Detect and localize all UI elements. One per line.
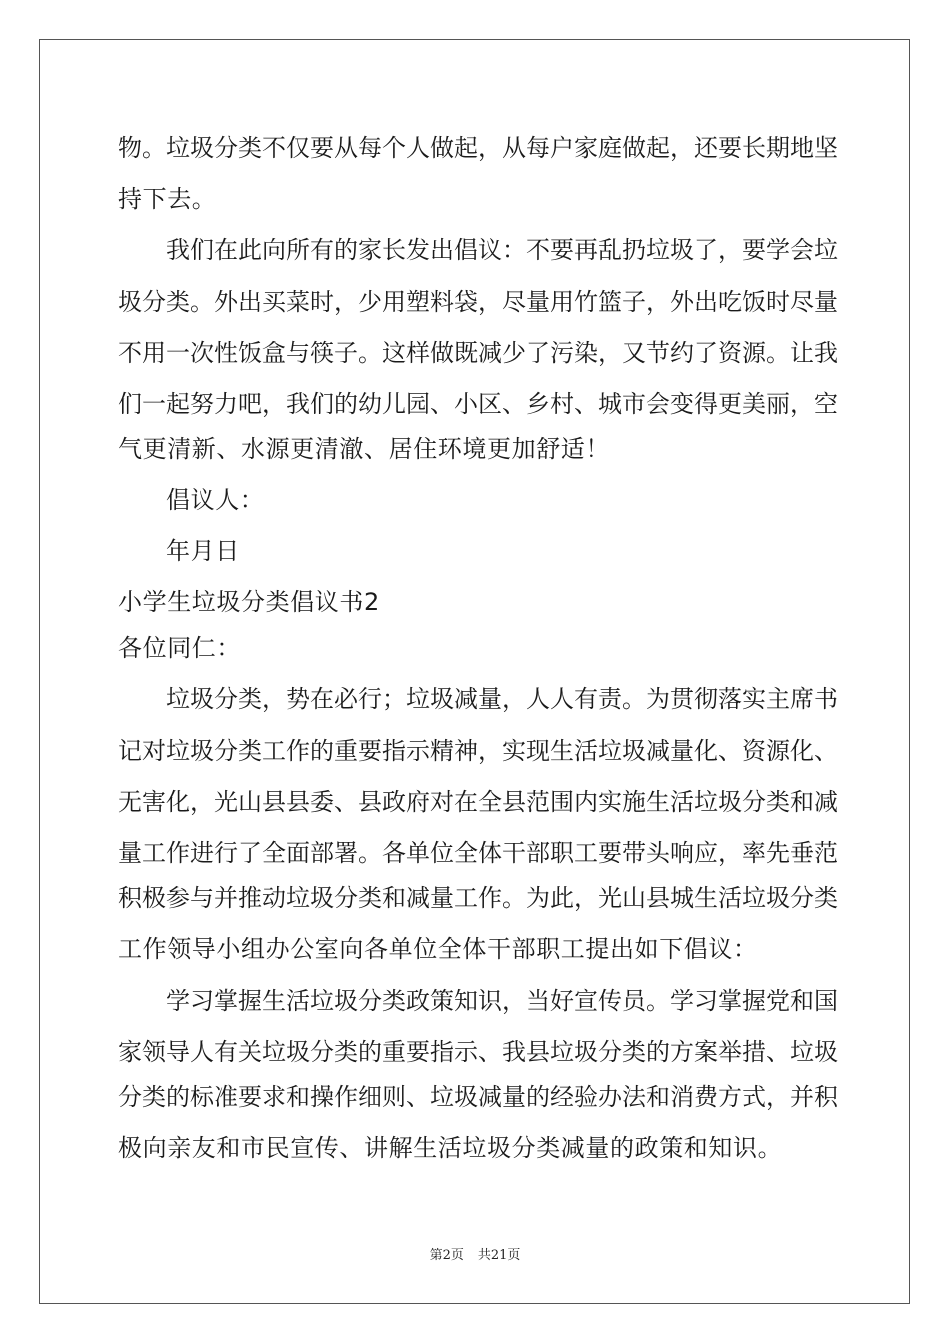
text-line: 分类的标准要求和操作细则、垃圾减量的经验办法和消费方式，并积: [118, 1083, 838, 1111]
text-line: 们一起努力吧，我们的幼儿园、小区、乡村、城市会变得更美丽，空: [118, 390, 838, 418]
text-line: 持下去。: [118, 185, 217, 213]
text-line: 学习掌握生活垃圾分类政策知识，当好宣传员。学习掌握党和国: [166, 987, 838, 1015]
text-line: 家领导人有关垃圾分类的重要指示、我县垃圾分类的方案举措、垃圾: [118, 1038, 838, 1066]
text-line: 积极参与并推动垃圾分类和减量工作。为此，光山县城生活垃圾分类: [118, 884, 838, 912]
section-title: 小学生垃圾分类倡议书2: [118, 588, 380, 616]
text-line: 物。垃圾分类不仅要从每个人做起，从每户家庭做起，还要长期地坚: [118, 134, 838, 162]
signature-label: 倡议人：: [166, 486, 265, 514]
page-number: 第2页: [429, 1248, 464, 1263]
text-line: 气更清新、水源更清澈、居住环境更加舒适！: [118, 435, 610, 463]
text-line: 极向亲友和市民宣传、讲解生活垃圾分类减量的政策和知识。: [118, 1134, 783, 1162]
text-line: 量工作进行了全面部署。各单位全体干部职工要带头响应，率先垂范: [118, 839, 838, 867]
text-line: 不用一次性饭盒与筷子。这样做既减少了污染，又节约了资源。让我: [118, 339, 838, 367]
page-border: [39, 39, 910, 1304]
text-line: 无害化，光山县县委、县政府对在全县范围内实施生活垃圾分类和减: [118, 788, 838, 816]
text-line: 我们在此向所有的家长发出倡议：不要再乱扔垃圾了，要学会垃: [166, 236, 838, 264]
page-total: 共21页: [477, 1248, 521, 1263]
text-line: 垃圾分类，势在必行；垃圾减量，人人有责。为贯彻落实主席书: [166, 685, 838, 713]
page-footer: [0, 1248, 950, 1264]
text-line: 记对垃圾分类工作的重要指示精神，实现生活垃圾减量化、资源化、: [118, 737, 838, 765]
date-line: 年月日: [166, 537, 240, 565]
salutation: 各位同仁：: [118, 634, 241, 662]
text-line: 圾分类。外出买菜时，少用塑料袋，尽量用竹篮子，外出吃饭时尽量: [118, 288, 838, 316]
text-line: 工作领导小组办公室向各单位全体干部职工提出如下倡议：: [118, 935, 758, 963]
